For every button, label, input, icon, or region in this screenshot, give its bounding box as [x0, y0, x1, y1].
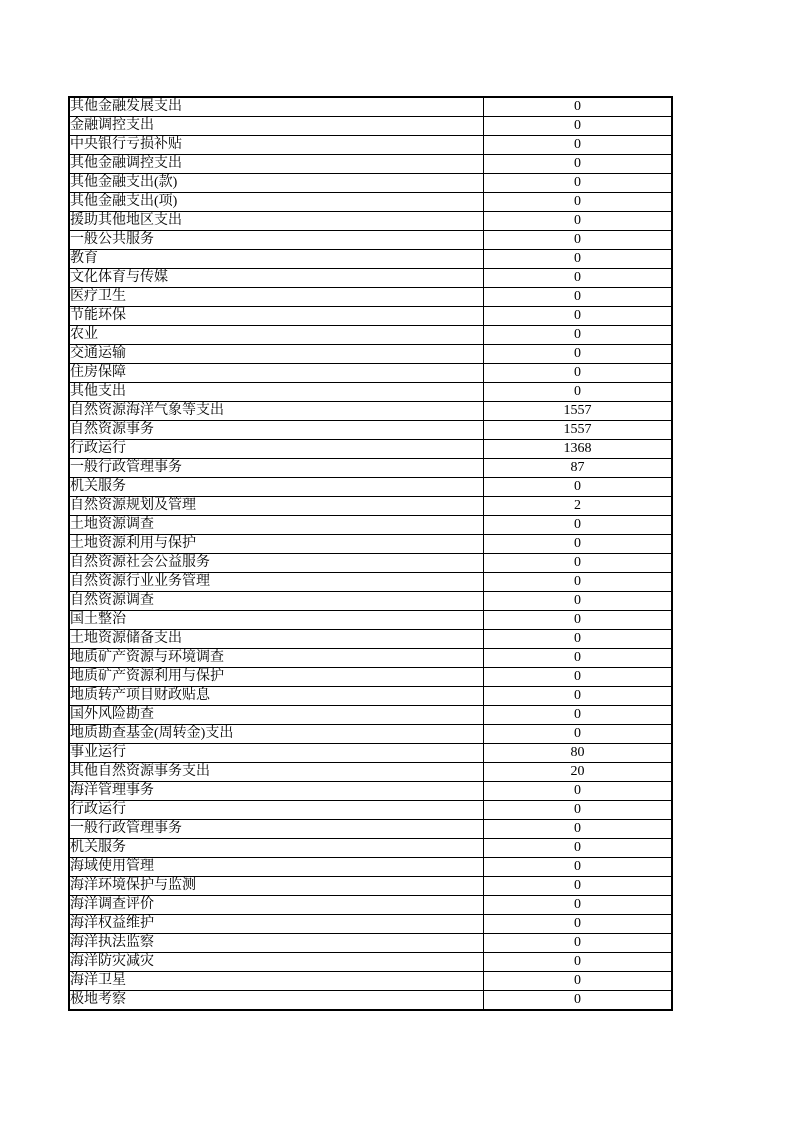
- table-row: [69, 193, 672, 212]
- row-value: 0: [484, 193, 673, 212]
- row-label: 自然资源社会公益服务: [69, 554, 484, 573]
- row-value: 0: [484, 877, 673, 896]
- budget-table-body: [69, 97, 672, 1010]
- row-value: 0: [484, 231, 673, 250]
- row-value: 0: [484, 326, 673, 345]
- table-row: [69, 307, 672, 326]
- row-value: 0: [484, 782, 673, 801]
- table-row: [69, 174, 672, 193]
- row-label: 土地资源调查: [69, 516, 484, 535]
- table-row: [69, 649, 672, 668]
- row-label: 海域使用管理: [69, 858, 484, 877]
- table-row: [69, 782, 672, 801]
- row-label: 极地考察: [69, 991, 484, 1011]
- row-value: 0: [484, 839, 673, 858]
- row-label: 地质勘查基金(周转金)支出: [69, 725, 484, 744]
- row-value: 0: [484, 136, 673, 155]
- table-row: [69, 630, 672, 649]
- row-value: 0: [484, 364, 673, 383]
- table-row: [69, 440, 672, 459]
- row-value: 0: [484, 573, 673, 592]
- row-value: 1368: [484, 440, 673, 459]
- row-label: 海洋执法监察: [69, 934, 484, 953]
- table-row: [69, 117, 672, 136]
- row-value: 0: [484, 858, 673, 877]
- table-row: [69, 991, 672, 1011]
- table-row: [69, 383, 672, 402]
- table-row: [69, 915, 672, 934]
- row-label: 事业运行: [69, 744, 484, 763]
- row-value: 0: [484, 554, 673, 573]
- table-row: [69, 611, 672, 630]
- row-value: 0: [484, 687, 673, 706]
- row-value: 0: [484, 345, 673, 364]
- row-label: 自然资源事务: [69, 421, 484, 440]
- row-value: 0: [484, 288, 673, 307]
- row-label: 机关服务: [69, 478, 484, 497]
- table-row: [69, 744, 672, 763]
- row-label: 行政运行: [69, 440, 484, 459]
- row-label: 医疗卫生: [69, 288, 484, 307]
- row-label: 一般行政管理事务: [69, 820, 484, 839]
- row-label: 节能环保: [69, 307, 484, 326]
- row-value: 1557: [484, 402, 673, 421]
- row-label: 文化体育与传媒: [69, 269, 484, 288]
- row-label: 海洋调查评价: [69, 896, 484, 915]
- table-row: [69, 97, 672, 117]
- table-row: [69, 497, 672, 516]
- row-label: 援助其他地区支出: [69, 212, 484, 231]
- row-value: 0: [484, 611, 673, 630]
- table-row: [69, 136, 672, 155]
- row-value: 0: [484, 307, 673, 326]
- row-value: 2: [484, 497, 673, 516]
- table-row: [69, 801, 672, 820]
- table-row: [69, 250, 672, 269]
- row-label: 其他支出: [69, 383, 484, 402]
- table-row: [69, 212, 672, 231]
- row-label: 其他自然资源事务支出: [69, 763, 484, 782]
- row-value: 0: [484, 97, 673, 117]
- row-value: 0: [484, 383, 673, 402]
- table-row: [69, 554, 672, 573]
- row-label: 教育: [69, 250, 484, 269]
- table-row: [69, 155, 672, 174]
- row-value: 0: [484, 706, 673, 725]
- row-value: 0: [484, 991, 673, 1011]
- row-label: 国外风险勘查: [69, 706, 484, 725]
- row-value: 0: [484, 934, 673, 953]
- row-label: 其他金融调控支出: [69, 155, 484, 174]
- table-row: [69, 345, 672, 364]
- row-label: 海洋权益维护: [69, 915, 484, 934]
- table-row: [69, 288, 672, 307]
- row-label: 其他金融支出(款): [69, 174, 484, 193]
- row-value: 0: [484, 269, 673, 288]
- table-row: [69, 896, 672, 915]
- row-label: 交通运输: [69, 345, 484, 364]
- table-row: [69, 934, 672, 953]
- row-value: 0: [484, 915, 673, 934]
- row-label: 中央银行亏损补贴: [69, 136, 484, 155]
- table-row: [69, 402, 672, 421]
- row-value: 80: [484, 744, 673, 763]
- row-label: 地质矿产资源与环境调查: [69, 649, 484, 668]
- row-label: 土地资源利用与保护: [69, 535, 484, 554]
- table-row: [69, 459, 672, 478]
- row-label: 农业: [69, 326, 484, 345]
- row-label: 一般行政管理事务: [69, 459, 484, 478]
- row-value: 87: [484, 459, 673, 478]
- table-row: [69, 573, 672, 592]
- row-value: 0: [484, 155, 673, 174]
- row-value: 0: [484, 250, 673, 269]
- row-label: 海洋环境保护与监测: [69, 877, 484, 896]
- table-row: [69, 592, 672, 611]
- table-row: [69, 478, 672, 497]
- table-row: [69, 725, 672, 744]
- table-row: [69, 839, 672, 858]
- table-row: [69, 763, 672, 782]
- row-label: 其他金融支出(项): [69, 193, 484, 212]
- row-label: 其他金融发展支出: [69, 97, 484, 117]
- table-row: [69, 269, 672, 288]
- row-label: 地质转产项目财政贴息: [69, 687, 484, 706]
- budget-table: [68, 96, 673, 1011]
- row-label: 海洋管理事务: [69, 782, 484, 801]
- row-label: 住房保障: [69, 364, 484, 383]
- row-value: 0: [484, 478, 673, 497]
- row-value: 1557: [484, 421, 673, 440]
- row-label: 行政运行: [69, 801, 484, 820]
- table-row: [69, 326, 672, 345]
- row-label: 金融调控支出: [69, 117, 484, 136]
- row-value: 20: [484, 763, 673, 782]
- table-row: [69, 421, 672, 440]
- table-row: [69, 687, 672, 706]
- row-value: 0: [484, 592, 673, 611]
- table-row: [69, 972, 672, 991]
- table-row: [69, 516, 672, 535]
- table-row: [69, 858, 672, 877]
- row-value: 0: [484, 668, 673, 687]
- row-label: 一般公共服务: [69, 231, 484, 250]
- table-row: [69, 877, 672, 896]
- table-row: [69, 953, 672, 972]
- table-row: [69, 535, 672, 554]
- row-value: 0: [484, 896, 673, 915]
- row-value: 0: [484, 953, 673, 972]
- row-label: 机关服务: [69, 839, 484, 858]
- row-value: 0: [484, 630, 673, 649]
- row-label: 地质矿产资源利用与保护: [69, 668, 484, 687]
- row-value: 0: [484, 212, 673, 231]
- row-value: 0: [484, 649, 673, 668]
- table-row: [69, 668, 672, 687]
- row-value: 0: [484, 516, 673, 535]
- row-label: 土地资源储备支出: [69, 630, 484, 649]
- row-label: 自然资源规划及管理: [69, 497, 484, 516]
- row-value: 0: [484, 535, 673, 554]
- row-value: 0: [484, 174, 673, 193]
- table-row: [69, 706, 672, 725]
- table-row: [69, 231, 672, 250]
- row-value: 0: [484, 820, 673, 839]
- row-value: 0: [484, 801, 673, 820]
- table-row: [69, 364, 672, 383]
- row-value: 0: [484, 117, 673, 136]
- row-value: 0: [484, 725, 673, 744]
- row-label: 海洋防灾减灾: [69, 953, 484, 972]
- row-label: 国土整治: [69, 611, 484, 630]
- table-row: [69, 820, 672, 839]
- row-label: 自然资源行业业务管理: [69, 573, 484, 592]
- row-label: 海洋卫星: [69, 972, 484, 991]
- row-value: 0: [484, 972, 673, 991]
- row-label: 自然资源海洋气象等支出: [69, 402, 484, 421]
- row-label: 自然资源调查: [69, 592, 484, 611]
